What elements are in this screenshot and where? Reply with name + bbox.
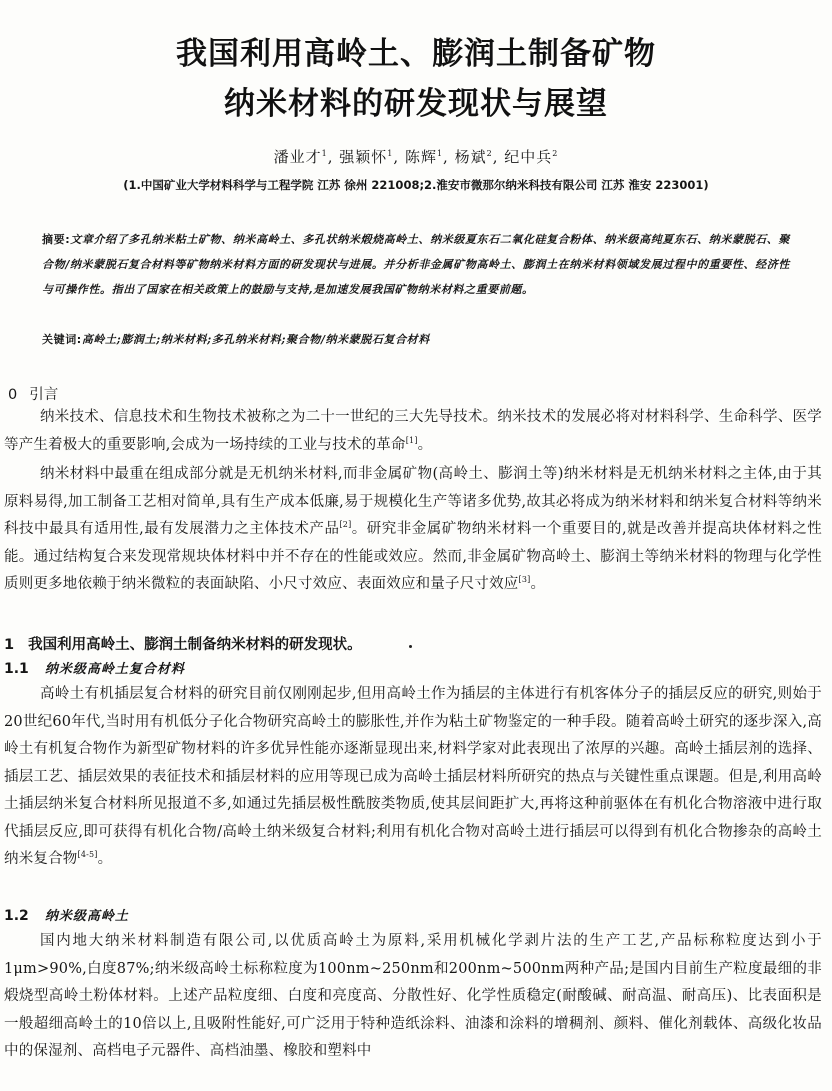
abstract-text: 文章介绍了多孔纳米粘土矿物、纳米高岭土、多孔状纳米煅烧高岭土、纳米级夏东石二氧化硅复合粉体、纳米级高纯夏东石、纳米蒙脱石、聚合物/纳米蒙脱石复合材料等矿物纳米材料方面的研发现状与进展。并分析非金属矿物高岭土、膨润土在纳米材料领域发展过程中的重要性、经济性与可操作性。指出了国家在相关政策上的鼓励与支持,是加速发展我国矿物纳米材料之重要前题。: [42, 233, 790, 296]
section-title: 引言: [29, 387, 59, 403]
section-heading-1: [4, 633, 362, 654]
citation: [2]: [339, 520, 352, 530]
paragraph-text: 纳米技术、信息技术和生物技术被称之为二十一世纪的三大先导技术。纳米技术的发展必将对材料科学、生命科学、医学等产生着极大的重要影响,会成为一场持续的工业与技术的革命: [4, 409, 822, 453]
subsection-title: 纳米级高岭土复合材料: [44, 662, 185, 677]
paragraph-1-1: [4, 681, 822, 874]
paper-title-line1: 我国利用高岭土、膨润土制备矿物: [176, 36, 656, 72]
section-number: 1: [4, 637, 15, 653]
keywords-label: 关键词:: [42, 333, 82, 346]
paragraph-text: 高岭土有机插层复合材料的研究目前仅刚刚起步,但用高岭土作为插层的主体进行有机客体分子的插层反应的研究,则始于20世纪60年代,当时用有机低分子化合物研究高岭土的膨胀性,并作为粘土矿物鉴定的一种手段。随着高岭土研究的逐步深入,高岭土有机复合物作为新型矿物材料的许多优异性能亦逐渐显现出来,材料学家对此表现出了浓厚的兴趣。高岭土插层剂的选择、插层工艺、插层效果的表征技术和插层材料的应用等现已成为高岭土插层材料所研究的热点与关键性重点课题。但是,利用高岭土插层纳米复合材料所见报道不多,如通过先插层极性酰胺类物质,使其层间距扩大,再将这种前驱体在有机化合物溶液中进行取代插层反应,即可获得有机化合物/高岭土纳米级复合材料;利用有机化合物对高岭土进行插层可以得到有机化合物掺杂的高岭土纳米复合物: [4, 686, 822, 867]
author-affil-mark: 2: [552, 149, 559, 158]
affiliation: (1.中国矿业大学材料科学与工程学院 江苏 徐州 221008;2.淮安市微那尔纳米科技有限公司 江苏 淮安 223001): [123, 178, 709, 192]
author-affil-mark: 1: [387, 149, 394, 158]
citation: [3]: [518, 575, 531, 585]
subsection-heading-1-2: [4, 905, 129, 924]
author-name: 杨斌: [454, 148, 487, 166]
author-affil-mark: 1: [436, 149, 444, 158]
subsection-heading-1-1: [4, 658, 185, 677]
paragraph-text: 。研究非金属矿物纳米材料一个重要目的,就是改善并提高块体材料之性能。通过结构复合来发现常规块体材料中并不存在的性能或效应。然而,非金属矿物高岭土、膨润土等纳米材料的物理与化学性质则更多地依赖于纳米微粒的表面缺陷、小尺寸效应、表面效应和量子尺寸效应: [4, 521, 822, 592]
paragraph-text: 国内地大纳米材料制造有限公司,以优质高岭土为原料,采用机械化学剥片法的生产工艺,产品标称粒度达到小于1μm>90%,白度87%;纳米级高岭土标称粒度为100nm~250nm和200nm~500nm两种产品;是国内目前生产粒度最细的非煅烧型高岭土粉体材料。上述产品粒度细、白度和亮度高、分散性好、化学性质稳定(耐酸碱、耐高温、耐高压)、比表面积是一般超细高岭土的10倍以上,且吸附性能好,可广泛用于特种造纸涂料、油漆和涂料的增稠剂、颜料、催化剂载体、高级化妆品中的保湿剂、高档电子元器件、高档油墨、橡胶和塑料中: [4, 933, 822, 1059]
citation: [1]: [405, 435, 418, 445]
author-affil-mark: 2: [486, 149, 493, 158]
keywords-text: 高岭土;膨润土;纳米材料;多孔纳米材料;聚合物/纳米蒙脱石复合材料: [81, 333, 430, 346]
paragraph-end: 。: [417, 436, 433, 453]
keywords: [42, 327, 790, 352]
author-list: 潘业才$^1$, 强颖怀$^1$, 陈辉$^1$, 杨斌$^2$, 纪中兵$^2$: [273, 148, 559, 166]
paper-title-line2: 纳米材料的研发现状与展望: [224, 86, 608, 122]
section-heading-0: [8, 383, 58, 404]
paragraph-1-2: [4, 928, 822, 1066]
scan-speck: [409, 645, 412, 648]
paragraph-intro-1: [4, 404, 822, 459]
author-name: 纪中兵: [504, 148, 553, 166]
section-number: 0: [8, 387, 18, 403]
paragraph-end: 。: [530, 576, 546, 592]
citation: [4-5]: [77, 850, 98, 860]
subsection-number: 1.1: [4, 661, 29, 677]
subsection-title: 纳米级高岭土: [44, 909, 129, 924]
author-name: 陈辉: [404, 148, 437, 166]
abstract: [42, 227, 790, 302]
paragraph-end: 。: [97, 851, 113, 867]
paragraph-text: 纳米材料中最重在组成部分就是无机纳米材料,而非金属矿物(高岭土、膨润土等)纳米材料是无机纳米材料之主体,由于其原料易得,加工制备工艺相对简单,具有生产成本低廉,易于规模化生产等诸多优势,故其必将成为纳米材料和纳米复合材料等纳米科技中最具有适用性,最有发展潜力之主体技术产品: [4, 466, 822, 537]
paragraph-intro-2: [4, 461, 822, 599]
author-name: 潘业才: [273, 148, 322, 166]
section-title: 我国利用高岭土、膨润土制备纳米材料的研发现状。: [28, 637, 362, 653]
author-name: 强颖怀: [339, 148, 388, 166]
subsection-number: 1.2: [4, 908, 29, 924]
abstract-label: 摘要:: [42, 233, 71, 246]
author-affil-mark: 1: [321, 149, 328, 158]
